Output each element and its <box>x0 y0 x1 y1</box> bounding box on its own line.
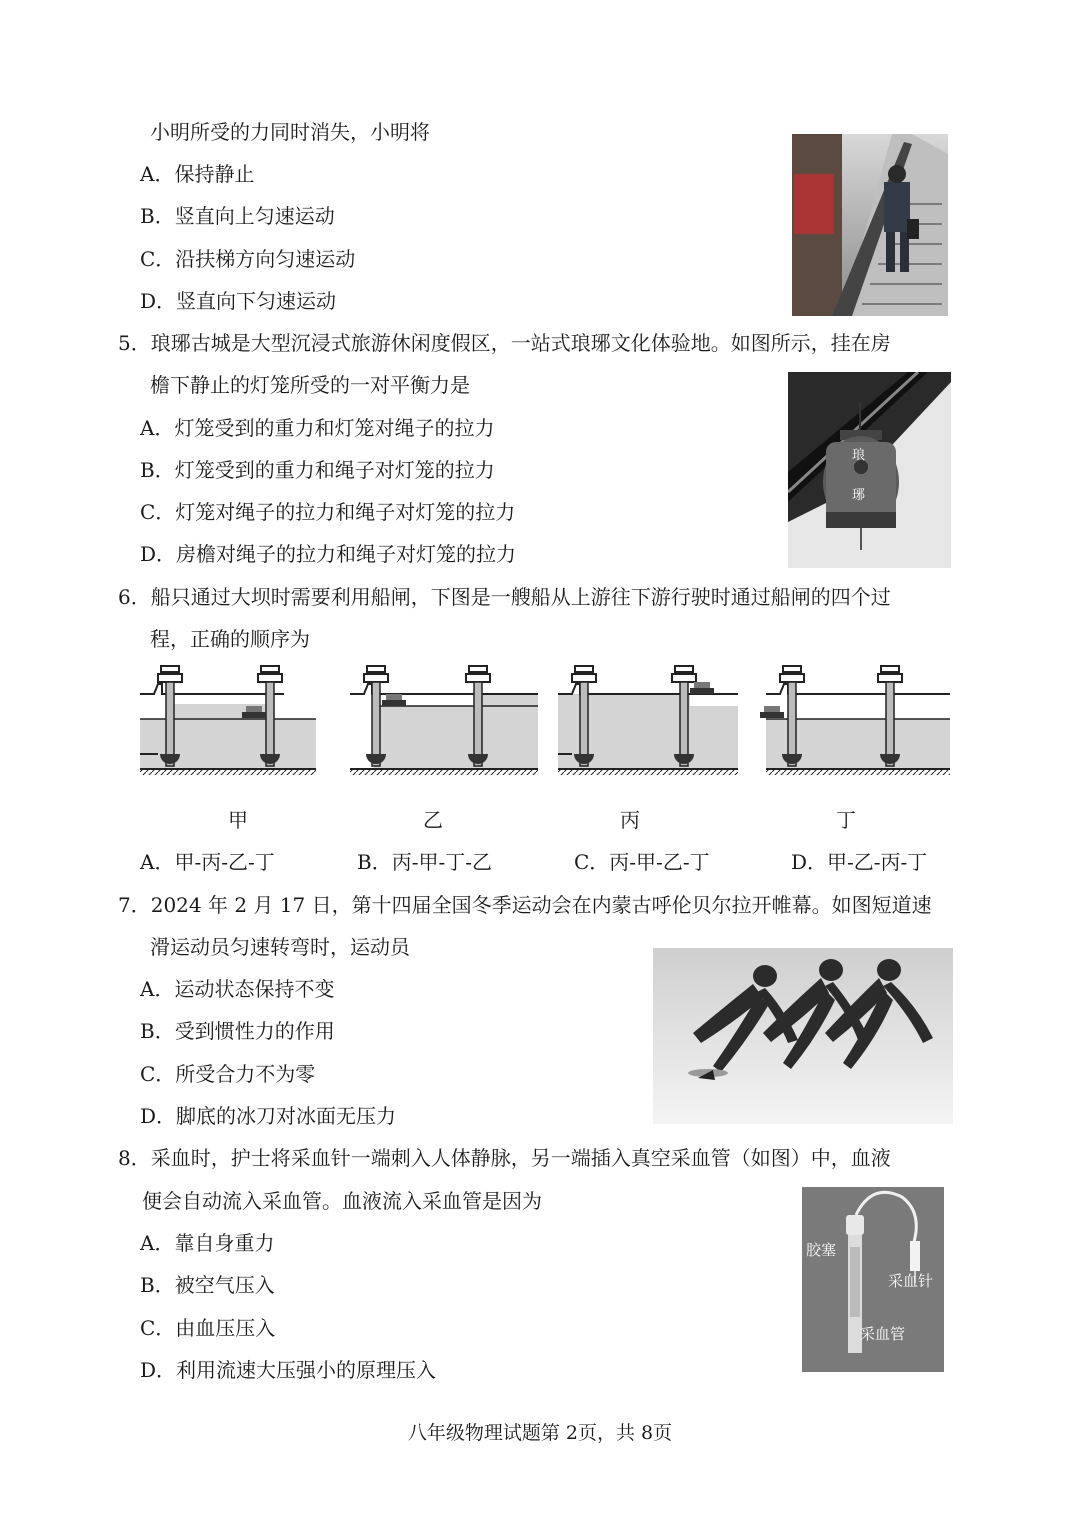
lock-stage-ding <box>760 666 950 775</box>
q6-stem-line1: 6．船只通过大坝时需要利用船闸，下图是一艘船从上游往下游行驶时通过船闸的四个过 <box>118 585 891 609</box>
caption-ding: 丁 <box>836 808 856 832</box>
q4-option-c: C．沿扶梯方向匀速运动 <box>140 247 356 271</box>
q8-option-c: C．由血压压入 <box>140 1316 276 1340</box>
needle-label: 采血针 <box>888 1272 934 1290</box>
q5-option-c: C．灯笼对绳子的拉力和绳子对灯笼的拉力 <box>140 500 516 524</box>
q5-option-d: D．房檐对绳子的拉力和绳子对灯笼的拉力 <box>140 542 517 566</box>
lock-stage-yi <box>350 666 538 775</box>
q6-option-b: B．丙-甲-丁-乙 <box>357 850 492 874</box>
lantern-photo <box>788 372 951 568</box>
q6-stem-line2: 程，正确的顺序为 <box>150 627 310 651</box>
skaters-photo <box>653 948 953 1124</box>
q7-option-a: A．运动状态保持不变 <box>140 977 335 1001</box>
q4-stem: 小明所受的力同时消失，小明将 <box>150 120 430 144</box>
caption-bing: 丙 <box>620 808 640 832</box>
q6-option-a: A．甲-丙-乙-丁 <box>140 850 275 874</box>
q7-option-b: B．受到惯性力的作用 <box>140 1019 335 1043</box>
stopper-label: 胶塞 <box>806 1241 837 1259</box>
q5-stem-line1: 5．琅琊古城是大型沉浸式旅游休闲度假区，一站式琅琊文化体验地。如图所示，挂在房 <box>118 331 891 355</box>
q8-option-d: D．利用流速大压强小的原理压入 <box>140 1358 437 1382</box>
q8-stem-line1: 8．采血时，护士将采血针一端刺入人体静脉，另一端插入真空采血管（如图）中，血液 <box>118 1146 891 1170</box>
q8-option-a: A．靠自身重力 <box>140 1231 275 1255</box>
q5-stem-line2: 檐下静止的灯笼所受的一对平衡力是 <box>150 373 470 397</box>
lock-stage-jia <box>140 666 316 775</box>
q6-option-d: D．甲-乙-丙-丁 <box>791 850 928 874</box>
q6-option-c: C．丙-甲-乙-丁 <box>574 850 710 874</box>
blood-collection-photo <box>802 1187 944 1372</box>
tube-label: 采血管 <box>860 1325 906 1343</box>
q4-option-b: B．竖直向上匀速运动 <box>140 204 335 228</box>
q4-option-a: A．保持静止 <box>140 162 255 186</box>
caption-yi: 乙 <box>423 808 443 832</box>
q8-option-b: B．被空气压入 <box>140 1273 275 1297</box>
q4-option-d: D．竖直向下匀速运动 <box>140 289 337 313</box>
escalator-photo <box>792 134 948 316</box>
q7-option-c: C．所受合力不为零 <box>140 1062 316 1086</box>
q5-option-b: B．灯笼受到的重力和绳子对灯笼的拉力 <box>140 458 495 482</box>
page-footer: 八年级物理试题第 2页，共 8页 <box>407 1422 673 1444</box>
lantern-char-2: 琊 <box>852 488 866 503</box>
lantern-char-1: 琅 <box>852 448 866 463</box>
q7-stem-line1: 7．2024 年 2 月 17 日，第十四届全国冬季运动会在内蒙古呼伦贝尔拉开帷幕。如图短道速 <box>118 893 932 917</box>
caption-jia: 甲 <box>228 808 248 832</box>
q7-option-d: D．脚底的冰刀对冰面无压力 <box>140 1104 397 1128</box>
q8-stem-line2: 便会自动流入采血管。血液流入采血管是因为 <box>142 1189 542 1213</box>
ship-lock-diagram <box>134 664 954 794</box>
q7-stem-line2: 滑运动员匀速转弯时，运动员 <box>150 935 410 959</box>
lock-stage-bing <box>558 666 738 775</box>
q5-option-a: A．灯笼受到的重力和灯笼对绳子的拉力 <box>140 416 495 440</box>
